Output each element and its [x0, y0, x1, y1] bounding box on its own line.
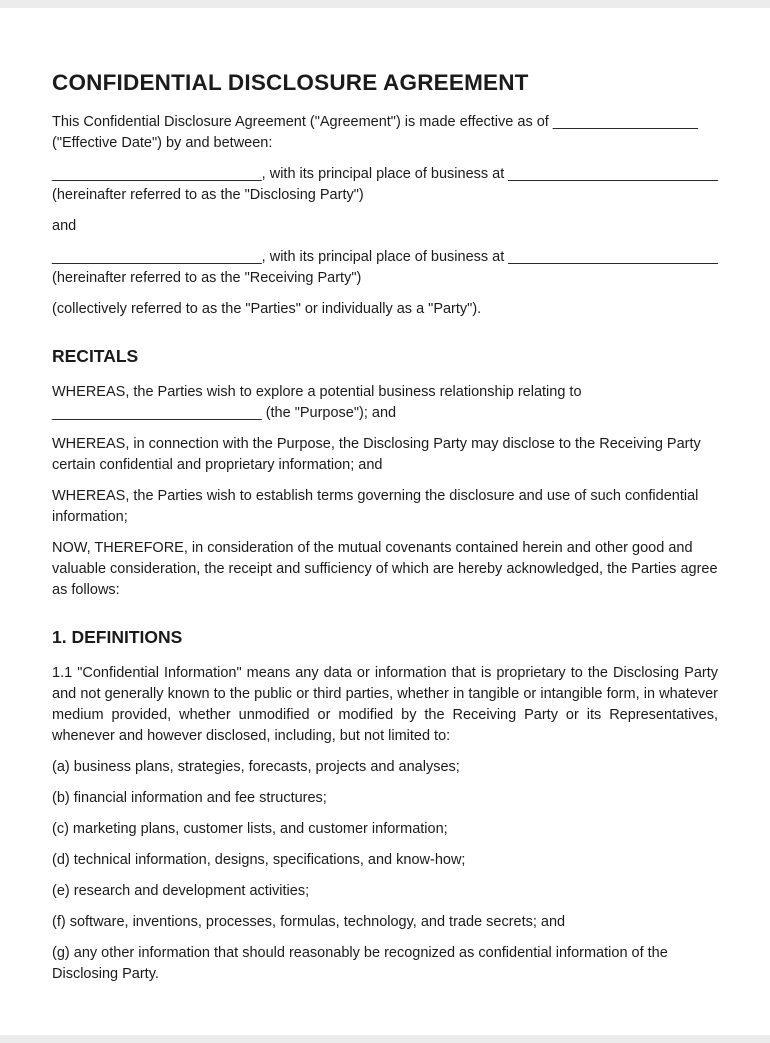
disclosing-party-paragraph: __________________________, with its principal place of business at __________________________ (hereinafter referred to as the "Disclosing Party"): [52, 166, 718, 203]
recitals-heading: RECITALS: [52, 346, 139, 366]
whereas-purpose-paragraph: WHEREAS, the Parties wish to explore a potential business relationship relating to __________________________ (the "Purpose"); and: [52, 384, 582, 421]
definition-item-c: (c) marketing plans, customer lists, and customer information;: [52, 821, 448, 837]
receiving-party-paragraph: __________________________, with its principal place of business at __________________________ (hereinafter referred to as the "Receiving Party"): [52, 249, 718, 286]
definition-item-g: (g) any other information that should reasonably be recognized as confidential information of the Disclosing Party.: [52, 945, 668, 982]
definition-item-a: (a) business plans, strategies, forecasts, projects and analyses;: [52, 759, 460, 775]
whereas-disclosure-paragraph: WHEREAS, in connection with the Purpose, the Disclosing Party may disclose to the Receiving Party certain confidential and proprietary information; and: [52, 436, 701, 473]
and-connector: and: [52, 218, 77, 234]
definitions-heading: 1. DEFINITIONS: [52, 627, 183, 647]
definition-item-b: (b) financial information and fee structures;: [52, 790, 327, 806]
definition-item-d: (d) technical information, designs, specifications, and know-how;: [52, 852, 466, 868]
intro-effective-date-paragraph: This Confidential Disclosure Agreement ("Agreement") is made effective as of __________________ ("Effective Date") by and between:: [52, 114, 698, 151]
document-page: [0, 8, 770, 1035]
definition-item-f: (f) software, inventions, processes, formulas, technology, and trade secrets; and: [52, 914, 566, 930]
parties-definition-paragraph: (collectively referred to as the "Parties" or individually as a "Party").: [52, 301, 482, 317]
whereas-terms-paragraph: WHEREAS, the Parties wish to establish terms governing the disclosure and use of such confidential information;: [52, 488, 699, 525]
document-title: CONFIDENTIAL DISCLOSURE AGREEMENT: [52, 70, 529, 95]
now-therefore-paragraph: NOW, THEREFORE, in consideration of the mutual covenants contained herein and other good and valuable consideration, the receipt and sufficiency of which are hereby acknowledged, the Parties agree as follows:: [52, 540, 718, 598]
definition-1-1-paragraph: 1.1 "Confidential Information" means any data or information that is proprietary to the Disclosing Party and not generally known to the public or third parties, whether in tangible or intangible form, in whatever medium provided, whether unmodified or modified by the Receiving Party or its Representatives, whenever and however disclosed, including, but not limited to:: [52, 665, 718, 744]
definition-item-e: (e) research and development activities;: [52, 883, 310, 899]
